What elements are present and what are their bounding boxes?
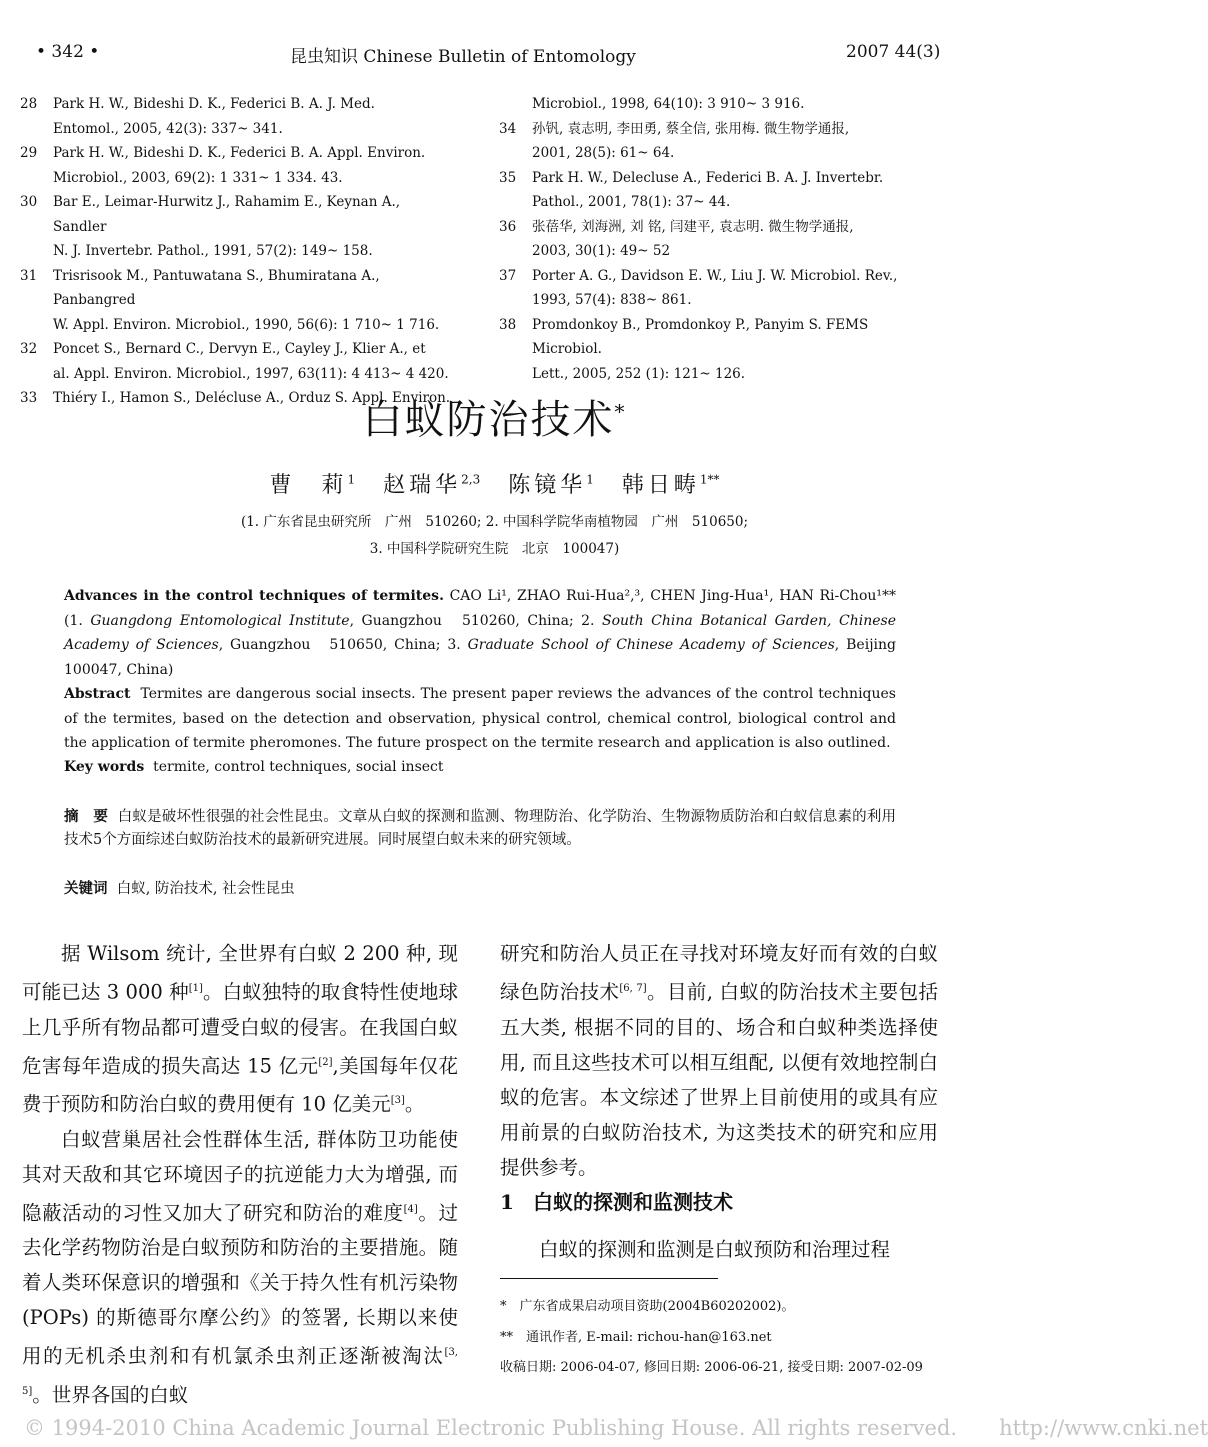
reference-entry: [20, 141, 456, 190]
reference-entry: [20, 337, 456, 386]
reference-text: Entomol., 2005, 42(3): 337~ 341.: [53, 120, 283, 137]
body-left-column: [22, 936, 458, 1412]
reference-text: 2001, 28(5): 61~ 64.: [532, 145, 675, 161]
body-paragraph: 据 Wilsom 统计, 全世界有白蚁 2 200 种, 现可能已达 3 000 种[1]。白蚁独特的取食特性使地球上几乎所有物品都可遭受白蚁的侵害。在我国白蚁危害每年造成的损失高达 15 亿元[2],美国每年仅花费于预防和防治白蚁的费用便有 10 亿美元[3]。: [22, 942, 458, 1116]
footnote-2: ** 通讯作者, E-mail: richou-han@163.net: [500, 1330, 772, 1345]
reference-entry: [499, 166, 939, 215]
body-right-column: [500, 936, 938, 1185]
english-abstract: [64, 682, 896, 756]
reference-text: 张蓓华, 刘海洲, 刘 铭, 闫建平, 袁志明. 微生物学通报,: [532, 218, 854, 235]
reference-text: Microbiol., 2003, 69(2): 1 331~ 1 334. 43.: [53, 169, 343, 186]
reference-text: N. J. Invertebr. Pathol., 1991, 57(2): 149~ 158.: [53, 243, 373, 259]
reference-number: 34: [499, 120, 517, 137]
affiliation-line-1: (1. 广东省昆虫研究所 广州 510260; 2. 中国科学院华南植物园 广州 510650;: [240, 514, 749, 530]
reference-text: 孙钒, 袁志明, 李田勇, 蔡全信, 张用梅. 微生物学通报,: [532, 120, 850, 137]
reference-entry: [499, 264, 939, 313]
english-header: Advances in the control techniques of termites. CAO Li¹, ZHAO Rui-Hua²,³, CHEN Jing-Hua¹, HAN Ri-Chou¹** (1. Guangdong Entomological Institute, Guangzhou 510260, China; 2. South China Botanical Garden, Chinese Academy of Sciences, Guangzhou 510650, China; 3. Graduate School of Chinese Academy of Sciences, Beijing 100047, China): [64, 588, 897, 678]
cn-abstract-label: 摘 要: [64, 808, 109, 825]
reference-list-right: [499, 92, 939, 386]
reference-list-left: [20, 92, 456, 411]
abstract-text: Termites are dangerous social insects. The present paper reviews the advances of the control techniques of the termites, based on the detection and observation, physical control, chemical control, biological control and the application of termite pheromones. The future prospect on the termite research and application is also outlined.: [64, 686, 896, 751]
reference-number: 31: [20, 267, 38, 284]
reference-text: Promdonkoy B., Promdonkoy P., Panyim S. FEMS Microbiol.: [532, 316, 869, 357]
reference-text: Microbiol., 1998, 64(10): 3 910~ 3 916.: [532, 96, 805, 112]
reference-entry: [20, 92, 456, 141]
body-paragraph: 白蚁营巢居社会性群体生活, 群体防卫功能使其对天敌和其它环境因子的抗逆能力大为增强, 而隐蔽活动的习性又加大了研究和防治的难度[4]。过去化学药物防治是白蚁预防和防治的主要措施。随着人类环保意识的增强和《关于持久性有机污染物(POPs) 的斯德哥尔摩公约》的签署, 长期以来使用的无机杀虫剂和有机氯杀虫剂正逐渐被淘汰[3, 5]。世界各国的白蚁: [22, 1127, 458, 1406]
reference-text: Porter A. G., Davidson E. W., Liu J. W. Microbiol. Rev.,: [532, 267, 898, 284]
journal-name: 昆虫知识 Chinese Bulletin of Entomology: [290, 47, 636, 67]
reference-entry: [499, 215, 939, 264]
reference-text: Trisrisook M., Pantuwatana S., Bhumiratana A., Panbangred: [53, 267, 380, 308]
reference-number: 30: [20, 194, 38, 210]
article-title: 白蚁防治技术*: [362, 397, 627, 443]
footnote-1: * 广东省成果启动项目资助(2004B60202002)。: [500, 1299, 795, 1314]
keywords-text: termite, control techniques, social insect: [153, 759, 444, 775]
reference-text: Poncet S., Bernard C., Dervyn E., Cayley J., Klier A., et: [53, 341, 426, 357]
reference-number: 32: [20, 341, 38, 357]
reference-text: W. Appl. Environ. Microbiol., 1990, 56(6): 1 710~ 1 716.: [53, 316, 440, 333]
copyright-watermark: © 1994-2010 China Academic Journal Electronic Publishing House. All rights reserved. http://www.cnki.net: [24, 1416, 1208, 1440]
affiliation-line-2: 3. 中国科学院研究生院 北京 100047): [369, 541, 620, 557]
author-affiliation-mark: 1: [347, 472, 356, 487]
reference-text: Park H. W., Delecluse A., Federici B. A. J. Invertebr.: [532, 169, 884, 186]
abstract-label: Abstract: [64, 686, 131, 702]
reference-text: Park H. W., Bideshi D. K., Federici B. A. J. Med.: [53, 96, 375, 112]
received-dates: 收稿日期: 2006-04-07, 修回日期: 2006-06-21, 接受日期: 2007-02-09: [500, 1360, 923, 1375]
reference-text: 1993, 57(4): 838~ 861.: [532, 292, 692, 308]
cn-keywords-label: 关键词: [64, 880, 108, 897]
reference-entry: [20, 264, 456, 338]
reference-entry: [499, 313, 939, 387]
reference-number: 28: [20, 96, 38, 112]
author-name: 陈镜华: [508, 473, 587, 498]
cn-abstract-text: 白蚁是破坏性很强的社会性昆虫。文章从白蚁的探测和监测、物理防治、化学防治、生物源物质防治和白蚁信息素的利用技术5个方面综述白蚁防治技术的最新研究进展。同时展望白蚁未来的研究领域。: [64, 809, 897, 848]
english-title: Advances in the control techniques of termites.: [64, 588, 444, 604]
reference-text: 2003, 30(1): 49~ 52: [532, 243, 671, 259]
page-number: • 342 •: [36, 42, 100, 62]
author-name: 韩日畴: [621, 473, 700, 498]
author-name: 赵瑞华: [383, 473, 462, 498]
english-authors: CAO Li¹, ZHAO Rui-Hua²,³, CHEN Jing-Hua¹, HAN Ri-Chou¹**: [443, 588, 897, 604]
author-affiliation-mark: 2,3: [461, 472, 481, 487]
title-footnote-mark: *: [614, 399, 627, 424]
author-affiliation-mark: 1: [586, 472, 594, 487]
section-heading: 1 白蚁的探测和监测技术: [500, 1190, 733, 1214]
reference-text: al. Appl. Environ. Microbiol., 1997, 63(11): 4 413~ 4 420.: [53, 365, 449, 382]
chinese-keywords: [64, 877, 896, 901]
reference-text: Lett., 2005, 252 (1): 121~ 126.: [532, 365, 746, 382]
reference-number: 36: [499, 218, 517, 235]
body-right-paragraph-2: 白蚁的探测和监测是白蚁预防和治理过程: [539, 1238, 891, 1261]
keywords-label: Key words: [64, 759, 145, 775]
body-paragraph: 研究和防治人员正在寻找对环境友好而有效的白蚁绿色防治技术[6, 7]。目前, 白蚁的防治技术主要包括五大类, 根据不同的目的、场合和白蚁种类选择使用, 而且这些技术可以相互组配, 以便有效地控制白蚁的危害。本文综述了世界上目前使用的或具有应用前景的白蚁防治技术, 为这类技术的研究和应用提供参考。: [500, 942, 938, 1179]
author-name: 曹 莉: [269, 473, 348, 498]
chinese-abstract: [64, 805, 896, 852]
reference-text: Thiéry I., Hamon S., Delécluse A., Orduz S. Appl. Environ.: [53, 390, 451, 406]
reference-text: Bar E., Leimar-Hurwitz J., Rahamim E., Keynan A., Sandler: [53, 194, 401, 235]
reference-number: 35: [499, 169, 517, 186]
reference-number: 33: [20, 390, 38, 406]
author-list: [0, 468, 989, 499]
reference-number: 38: [499, 316, 517, 333]
reference-entry: [499, 92, 939, 117]
issue-info: 2007 44(3): [846, 42, 941, 62]
reference-text: Park H. W., Bideshi D. K., Federici B. A. Appl. Environ.: [53, 145, 426, 161]
english-keywords: [64, 755, 896, 780]
cn-keywords-text: 白蚁, 防治技术, 社会性昆虫: [116, 881, 295, 897]
reference-entry: [20, 190, 456, 264]
author-affiliation-mark: 1**: [699, 472, 720, 487]
reference-text: Pathol., 2001, 78(1): 37~ 44.: [532, 194, 731, 210]
reference-number: 37: [499, 267, 517, 284]
reference-number: 29: [20, 145, 38, 161]
footnote-divider: [500, 1278, 718, 1279]
reference-entry: [499, 117, 939, 166]
